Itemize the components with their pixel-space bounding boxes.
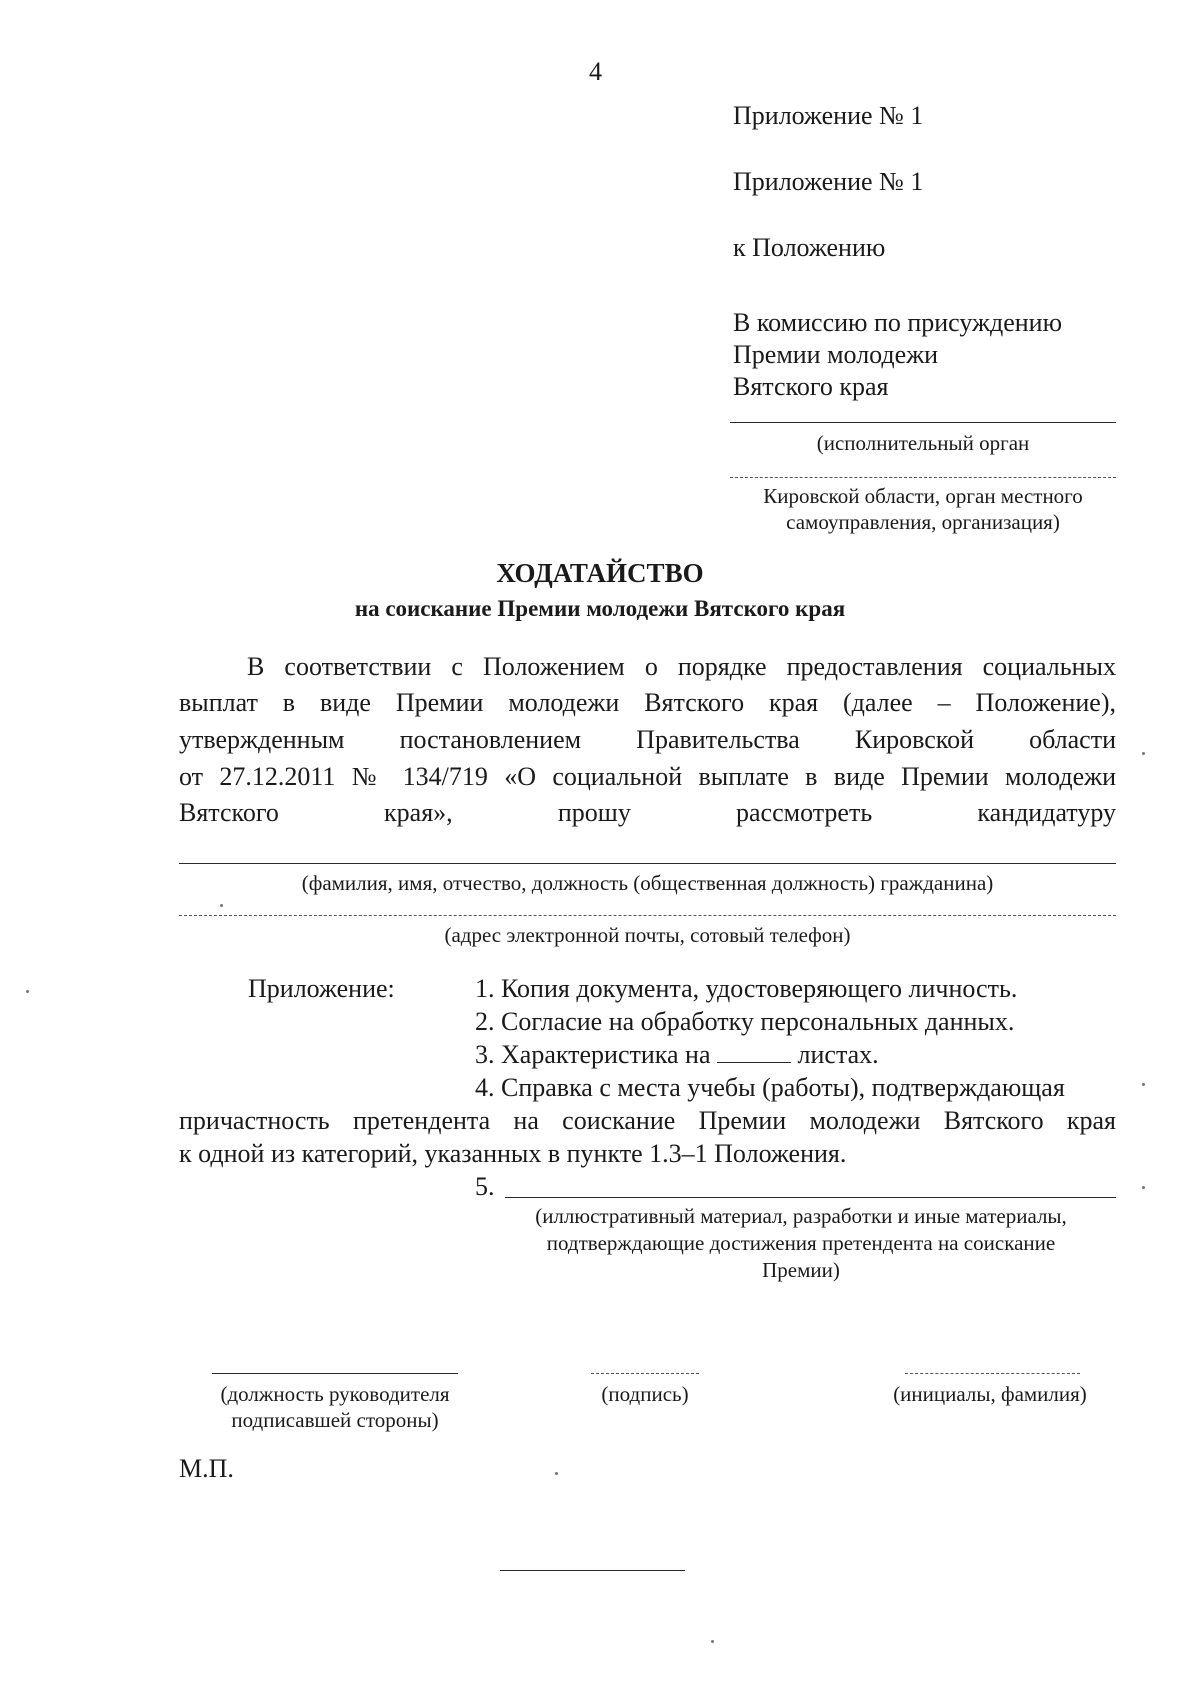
body-line-2: выплат в виде Премии молодежи Вятского края (далее – Положение), bbox=[179, 688, 1116, 717]
appendix-label-repeat: Приложение № 1 bbox=[733, 167, 924, 196]
addressee-line-1: В комиссию по присуждению bbox=[733, 308, 1063, 337]
attachment-item-3-suffix: листах. bbox=[797, 1040, 879, 1069]
scan-speck bbox=[711, 1640, 714, 1643]
attachment-item-4-line-3: к одной из категорий, указанных в пункте 1.3–1 Положения. bbox=[179, 1139, 847, 1168]
signature-blank-line bbox=[591, 1373, 699, 1374]
position-caption-1: (должность руководителя bbox=[220, 1382, 450, 1406]
addressee-line-2: Премии молодежи bbox=[733, 340, 939, 369]
document-title: ХОДАТАЙСТВО bbox=[496, 558, 704, 588]
name-blank-line bbox=[905, 1373, 1080, 1374]
scan-speck bbox=[1142, 1083, 1145, 1086]
scan-speck bbox=[1142, 1186, 1145, 1189]
attachment-item-5-caption-3: Премии) bbox=[762, 1258, 840, 1282]
attachment-item-5-caption-1: (иллюстративный материал, разработки и иные материалы, bbox=[535, 1204, 1067, 1228]
body-line-4: от 27.12.2011 № 134/719 «О социальной выплате в виде Премии молодежи bbox=[179, 762, 1116, 791]
scan-speck bbox=[220, 904, 223, 907]
scan-speck bbox=[555, 1472, 558, 1475]
addressee-blank-line-2 bbox=[730, 477, 1116, 478]
attachment-item-3-text: 3. Характеристика на bbox=[475, 1040, 711, 1069]
position-blank-line bbox=[212, 1373, 458, 1374]
attachment-item-5-blank-line bbox=[505, 1197, 1116, 1198]
sheet-count-blank bbox=[717, 1040, 791, 1063]
addressee-line-3: Вятского края bbox=[733, 372, 889, 401]
candidate-name-blank-line bbox=[179, 863, 1116, 864]
attachments-label: Приложение: bbox=[248, 974, 395, 1003]
addressee-caption-1: (исполнительный орган bbox=[816, 431, 1030, 455]
attachment-item-3 bbox=[475, 1039, 879, 1071]
position-caption-2: подписавшей стороны) bbox=[231, 1408, 439, 1432]
attachment-item-2: 2. Согласие на обработку персональных данных. bbox=[475, 1007, 1015, 1036]
appendix-label: Приложение № 1 bbox=[733, 101, 924, 130]
attachment-item-5: 5. bbox=[475, 1172, 495, 1201]
document-subtitle: на соискание Премии молодежи Вятского края bbox=[354, 596, 846, 621]
attachment-item-4: 4. Справка с места учебы (работы), подтверждающая bbox=[475, 1073, 1065, 1102]
candidate-contacts-blank-line bbox=[179, 915, 1116, 916]
name-caption: (инициалы, фамилия) bbox=[893, 1382, 1087, 1406]
scan-speck bbox=[26, 990, 29, 993]
scan-speck bbox=[1142, 752, 1145, 755]
regulation-reference: к Положению bbox=[733, 233, 886, 262]
stamp-place: М.П. bbox=[179, 1454, 234, 1483]
body-line-3: утвержденным постановлением Правительства Кировской области bbox=[179, 725, 1116, 754]
body-line-1: В соответствии с Положением о порядке предоставления социальных bbox=[247, 652, 1116, 681]
addressee-blank-line-1 bbox=[730, 422, 1116, 423]
page-number: 4 bbox=[589, 57, 602, 86]
end-separator bbox=[500, 1570, 685, 1571]
addressee-caption-3: самоуправления, организация) bbox=[786, 510, 1060, 534]
attachment-item-5-caption-2: подтверждающие достижения претендента на соискание bbox=[546, 1231, 1056, 1255]
candidate-contacts-caption: (адрес электронной почты, сотовый телефон) bbox=[444, 923, 851, 947]
addressee-caption-2: Кировской области, орган местного bbox=[763, 484, 1083, 508]
signature-caption: (подпись) bbox=[601, 1382, 689, 1406]
candidate-name-caption: (фамилия, имя, отчество, должность (общественная должность) гражданина) bbox=[301, 871, 994, 895]
body-line-5: Вятского края», прошу рассмотреть кандидатуру bbox=[179, 798, 1116, 827]
attachment-item-1: 1. Копия документа, удостоверяющего личность. bbox=[475, 974, 1018, 1003]
attachment-item-4-line-2: причастность претендента на соискание Премии молодежи Вятского края bbox=[179, 1106, 1116, 1135]
